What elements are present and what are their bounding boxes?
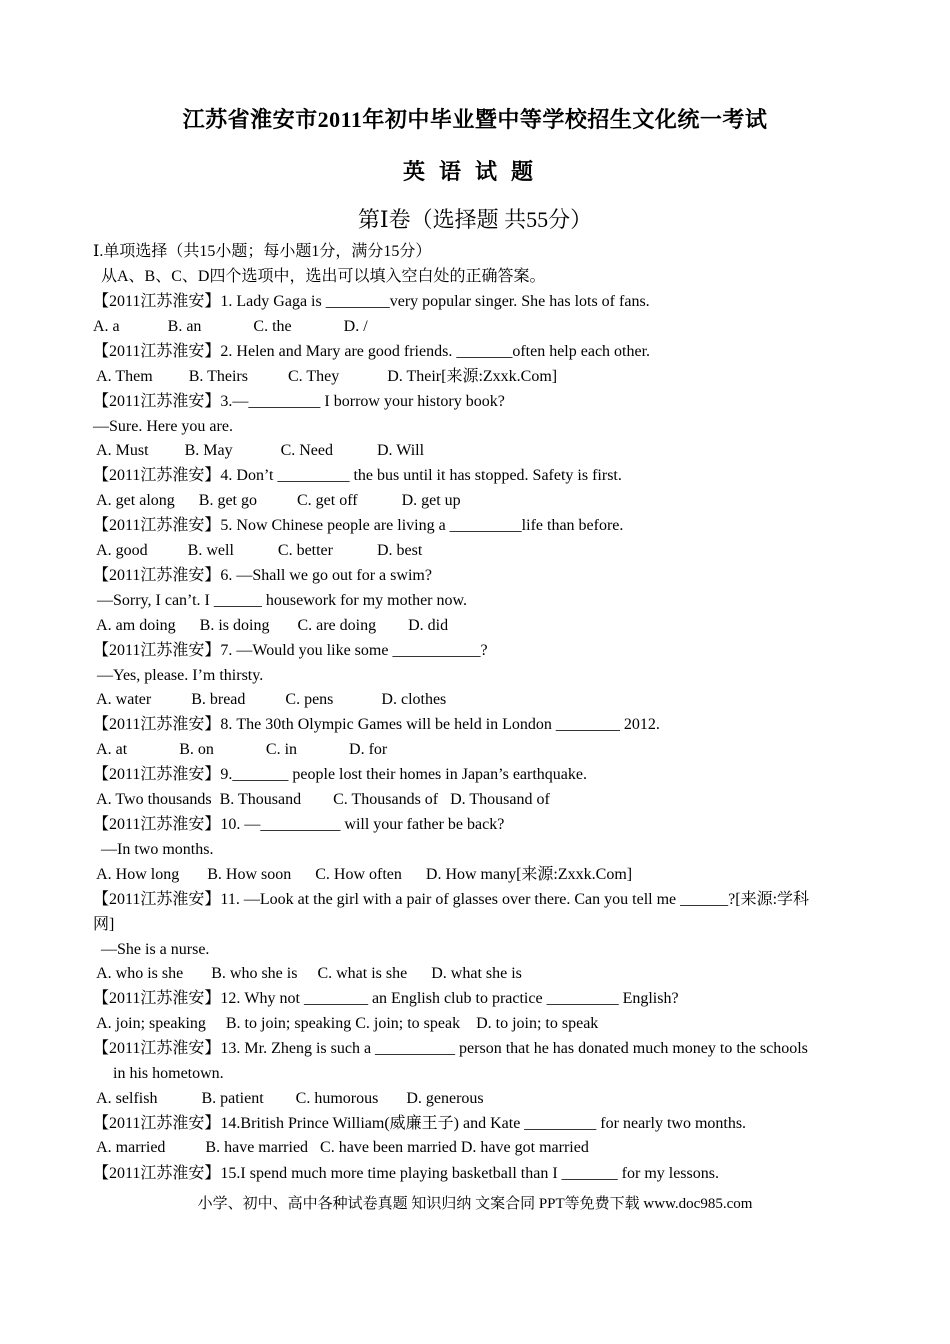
text-line: 【2011江苏淮安】8. The 30th Olympic Games will be held in London ________ 2012. [93,716,660,733]
text-line: A. am doing B. is doing C. are doing D. did [93,617,449,634]
text-line: 从A、B、C、D四个选项中，选出可以填入空白处的正确答案。 [97,268,546,285]
text-line: —Sorry, I can’t. I ______ housework for my mother now. [93,592,468,609]
section-heading: 第Ⅰ卷（选择题 共55分） [357,207,593,232]
text-line: 【2011江苏淮安】7. —Would you like some ___________? [93,642,488,659]
text-line: A. join; speaking B. to join; speaking C. join; to speak D. to join; to speak [93,1015,599,1032]
text-line: A. How long B. How soon C. How often D. How many[来源:Zxxk.Com] [93,866,633,883]
subject-heading: 英语试题 [402,159,547,184]
text-line: 【2011江苏淮安】3.—_________ I borrow your history book? [93,393,505,410]
text-line: 【2011江苏淮安】10. —__________ will your father be back? [93,816,505,833]
text-line: —She is a nurse. [93,941,210,958]
text-line: A. Must B. May C. Need D. Will [93,442,425,459]
text-line: 网] [93,916,115,933]
text-line: 【2011江苏淮安】12. Why not ________ an English club to practice _________ English? [93,990,679,1007]
text-line: A. selfish B. patient C. humorous D. generous [93,1090,484,1107]
text-line: A. married B. have married C. have been married D. have got married [93,1139,589,1156]
exam-title: 江苏省淮安市2011年初中毕业暨中等学校招生文化统一考试 [182,107,768,132]
text-line: A. at B. on C. in D. for [93,741,388,758]
text-line: 【2011江苏淮安】5. Now Chinese people are living a _________life than before. [93,517,624,534]
text-line: 【2011江苏淮安】6. —Shall we go out for a swim? [93,567,432,584]
text-line: 【2011江苏淮安】13. Mr. Zheng is such a __________ person that he has donated much money to the schools [93,1040,808,1057]
page-footer: 小学、初中、高中各种试卷真题 知识归纳 文案合同 PPT等免费下载 www.doc985.com [197,1196,753,1212]
text-line: Ⅰ.单项选择（共15小题；每小题1分，满分15分） [93,243,432,260]
text-line: 【2011江苏淮安】2. Helen and Mary are good friends. _______often help each other. [93,343,651,360]
text-line: A. Two thousands B. Thousand C. Thousands of D. Thousand of [93,791,550,808]
text-line: A. good B. well C. better D. best [93,542,423,559]
text-line: A. get along B. get go C. get off D. get up [93,492,461,509]
text-line: A. water B. bread C. pens D. clothes [93,691,447,708]
text-line: —Sure. Here you are. [93,418,233,435]
text-line: 【2011江苏淮安】4. Don’t _________ the bus until it has stopped. Safety is first. [93,467,622,484]
text-line: A. a B. an C. the D. / [93,318,368,335]
text-line: 【2011江苏淮安】14.British Prince William(威廉王子) and Kate _________ for nearly two months. [93,1115,747,1132]
text-line: 【2011江苏淮安】9._______ people lost their homes in Japan’s earthquake. [93,766,587,783]
text-line: 【2011江苏淮安】1. Lady Gaga is ________very popular singer. She has lots of fans. [93,293,650,310]
text-line: —Yes, please. I’m thirsty. [93,667,264,684]
text-line: in his hometown. [93,1065,224,1082]
text-line: A. Them B. Theirs C. They D. Their[来源:Zxxk.Com] [93,368,558,385]
text-line: 【2011江苏淮安】11. —Look at the girl with a pair of glasses over there. Can you tell me ______?[来源:学科 [93,891,810,908]
text-line: 【2011江苏淮安】15.I spend much more time playing basketball than I _______ for my lessons. [93,1165,719,1182]
text-line: —In two months. [93,841,214,858]
text-line: A. who is she B. who she is C. what is she D. what she is [93,965,522,982]
